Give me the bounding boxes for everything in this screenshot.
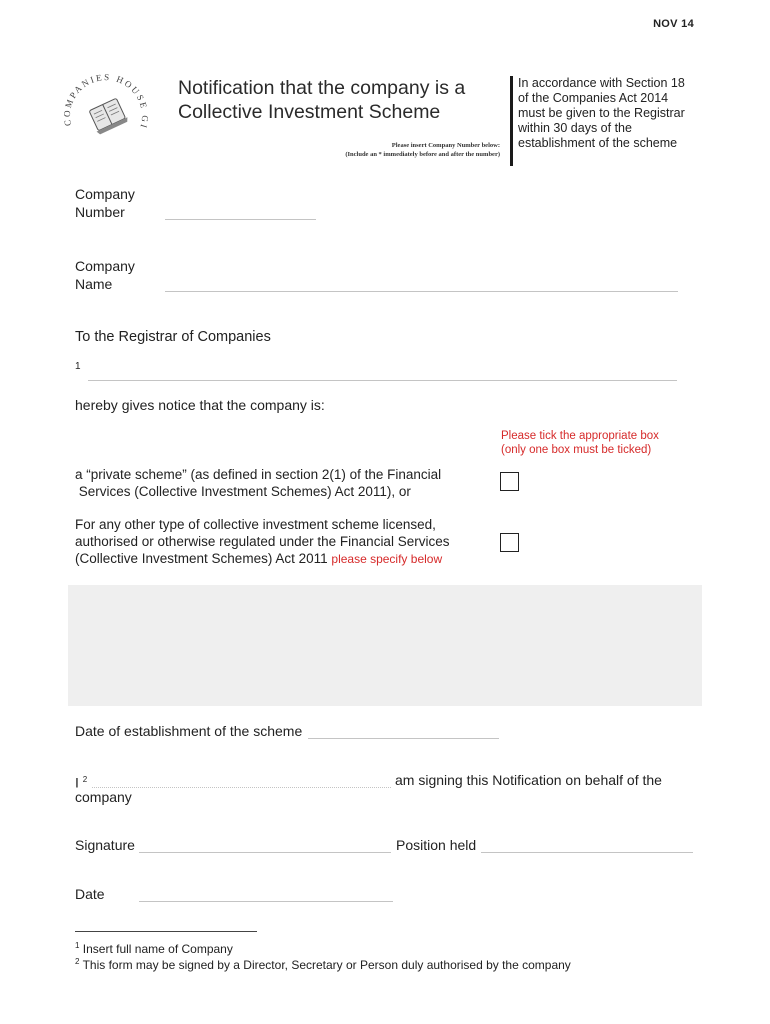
footnote-2-text: This form may be signed by a Director, Secretary or Person duly authorised by the company <box>79 958 571 972</box>
tick-instruction <box>501 429 659 457</box>
side-note-line3: must be given to the Registrar <box>518 106 685 120</box>
please-specify-note: please specify below <box>331 552 443 566</box>
side-note <box>518 76 708 151</box>
company-number-instruction <box>300 141 500 159</box>
option-other-scheme-line2: authorised or otherwise regulated under the Financial Services <box>75 534 450 549</box>
footnote-divider <box>75 931 257 932</box>
notice-text: hereby gives notice that the company is: <box>75 397 325 413</box>
footnote-ref-2: 2 <box>82 775 88 784</box>
company-number-field[interactable] <box>165 205 316 220</box>
other-scheme-checkbox[interactable] <box>500 533 519 552</box>
private-scheme-checkbox[interactable] <box>500 472 519 491</box>
footnote-2 <box>75 954 571 973</box>
form-title <box>178 76 498 124</box>
side-note-bar <box>510 76 513 166</box>
side-note-line1: In accordance with Section 18 <box>518 76 685 90</box>
registrar-heading: To the Registrar of Companies <box>75 329 271 345</box>
option-private-scheme-line2: Services (Collective Investment Schemes) Act 2011), or <box>75 484 411 499</box>
signatory-suffix-line2: company <box>75 789 132 805</box>
position-held-label: Position held <box>396 837 477 853</box>
footnote-2-ref: 2 <box>75 957 80 966</box>
company-name-label-line2: Name <box>75 276 113 292</box>
footnote-1-ref: 1 <box>75 941 80 950</box>
signatory-suffix-line1: am signing this Notification on behalf of the <box>395 772 662 788</box>
company-number-label-line1: Company <box>75 186 135 202</box>
company-number-label <box>75 185 135 221</box>
company-name-field[interactable] <box>165 277 678 292</box>
footnote-1-text: Insert full name of Company <box>79 942 233 956</box>
signature-field[interactable] <box>139 838 391 853</box>
seal-ring-text: COMPANIES HOUSE GI <box>62 72 151 132</box>
form-date-code: NOV 14 <box>653 18 694 30</box>
option-private-scheme-line1: a “private scheme” (as defined in section 2(1) of the Financial <box>75 467 442 482</box>
option-private-scheme-text <box>75 466 441 500</box>
company-number-instruction-line2: (Include an * immediately before and after the number) <box>345 151 500 158</box>
company-number-instruction-line1: Please insert Company Number below: <box>391 142 500 149</box>
book-icon <box>87 97 129 135</box>
form-title-line2: Collective Investment Scheme <box>178 101 441 123</box>
scheme-details-textarea[interactable] <box>68 585 702 706</box>
option-other-scheme-line3-text: (Collective Investment Schemes) Act 2011 <box>75 551 328 566</box>
tick-instruction-line2: (only one box must be ticked) <box>501 444 652 456</box>
position-held-field[interactable] <box>481 838 693 853</box>
side-note-line4: within 30 days of the <box>518 121 632 135</box>
signature-label: Signature <box>75 837 135 853</box>
date-label: Date <box>75 886 105 902</box>
company-name-label <box>75 257 135 293</box>
tick-instruction-line1: Please tick the appropriate box <box>501 430 659 442</box>
company-name-label-line1: Company <box>75 258 135 274</box>
companies-house-gibraltar-seal <box>62 70 152 152</box>
option-other-scheme-line3 <box>75 550 449 568</box>
establishment-date-label: Date of establishment of the scheme <box>75 723 303 739</box>
establishment-date-field[interactable] <box>308 724 499 739</box>
date-field[interactable] <box>139 887 393 902</box>
signatory-prefix-text: I <box>75 774 79 791</box>
signatory-name-field[interactable] <box>92 773 391 788</box>
side-note-line5: establishment of the scheme <box>518 136 678 150</box>
side-note-line2: of the Companies Act 2014 <box>518 91 669 105</box>
registrar-company-field[interactable] <box>88 366 677 381</box>
option-other-scheme-text <box>75 516 449 568</box>
company-number-label-line2: Number <box>75 204 125 220</box>
footnote-ref-1: 1 <box>75 361 81 372</box>
option-other-scheme-line1: For any other type of collective investment scheme licensed, <box>75 517 436 532</box>
form-title-line1: Notification that the company is a <box>178 77 466 99</box>
